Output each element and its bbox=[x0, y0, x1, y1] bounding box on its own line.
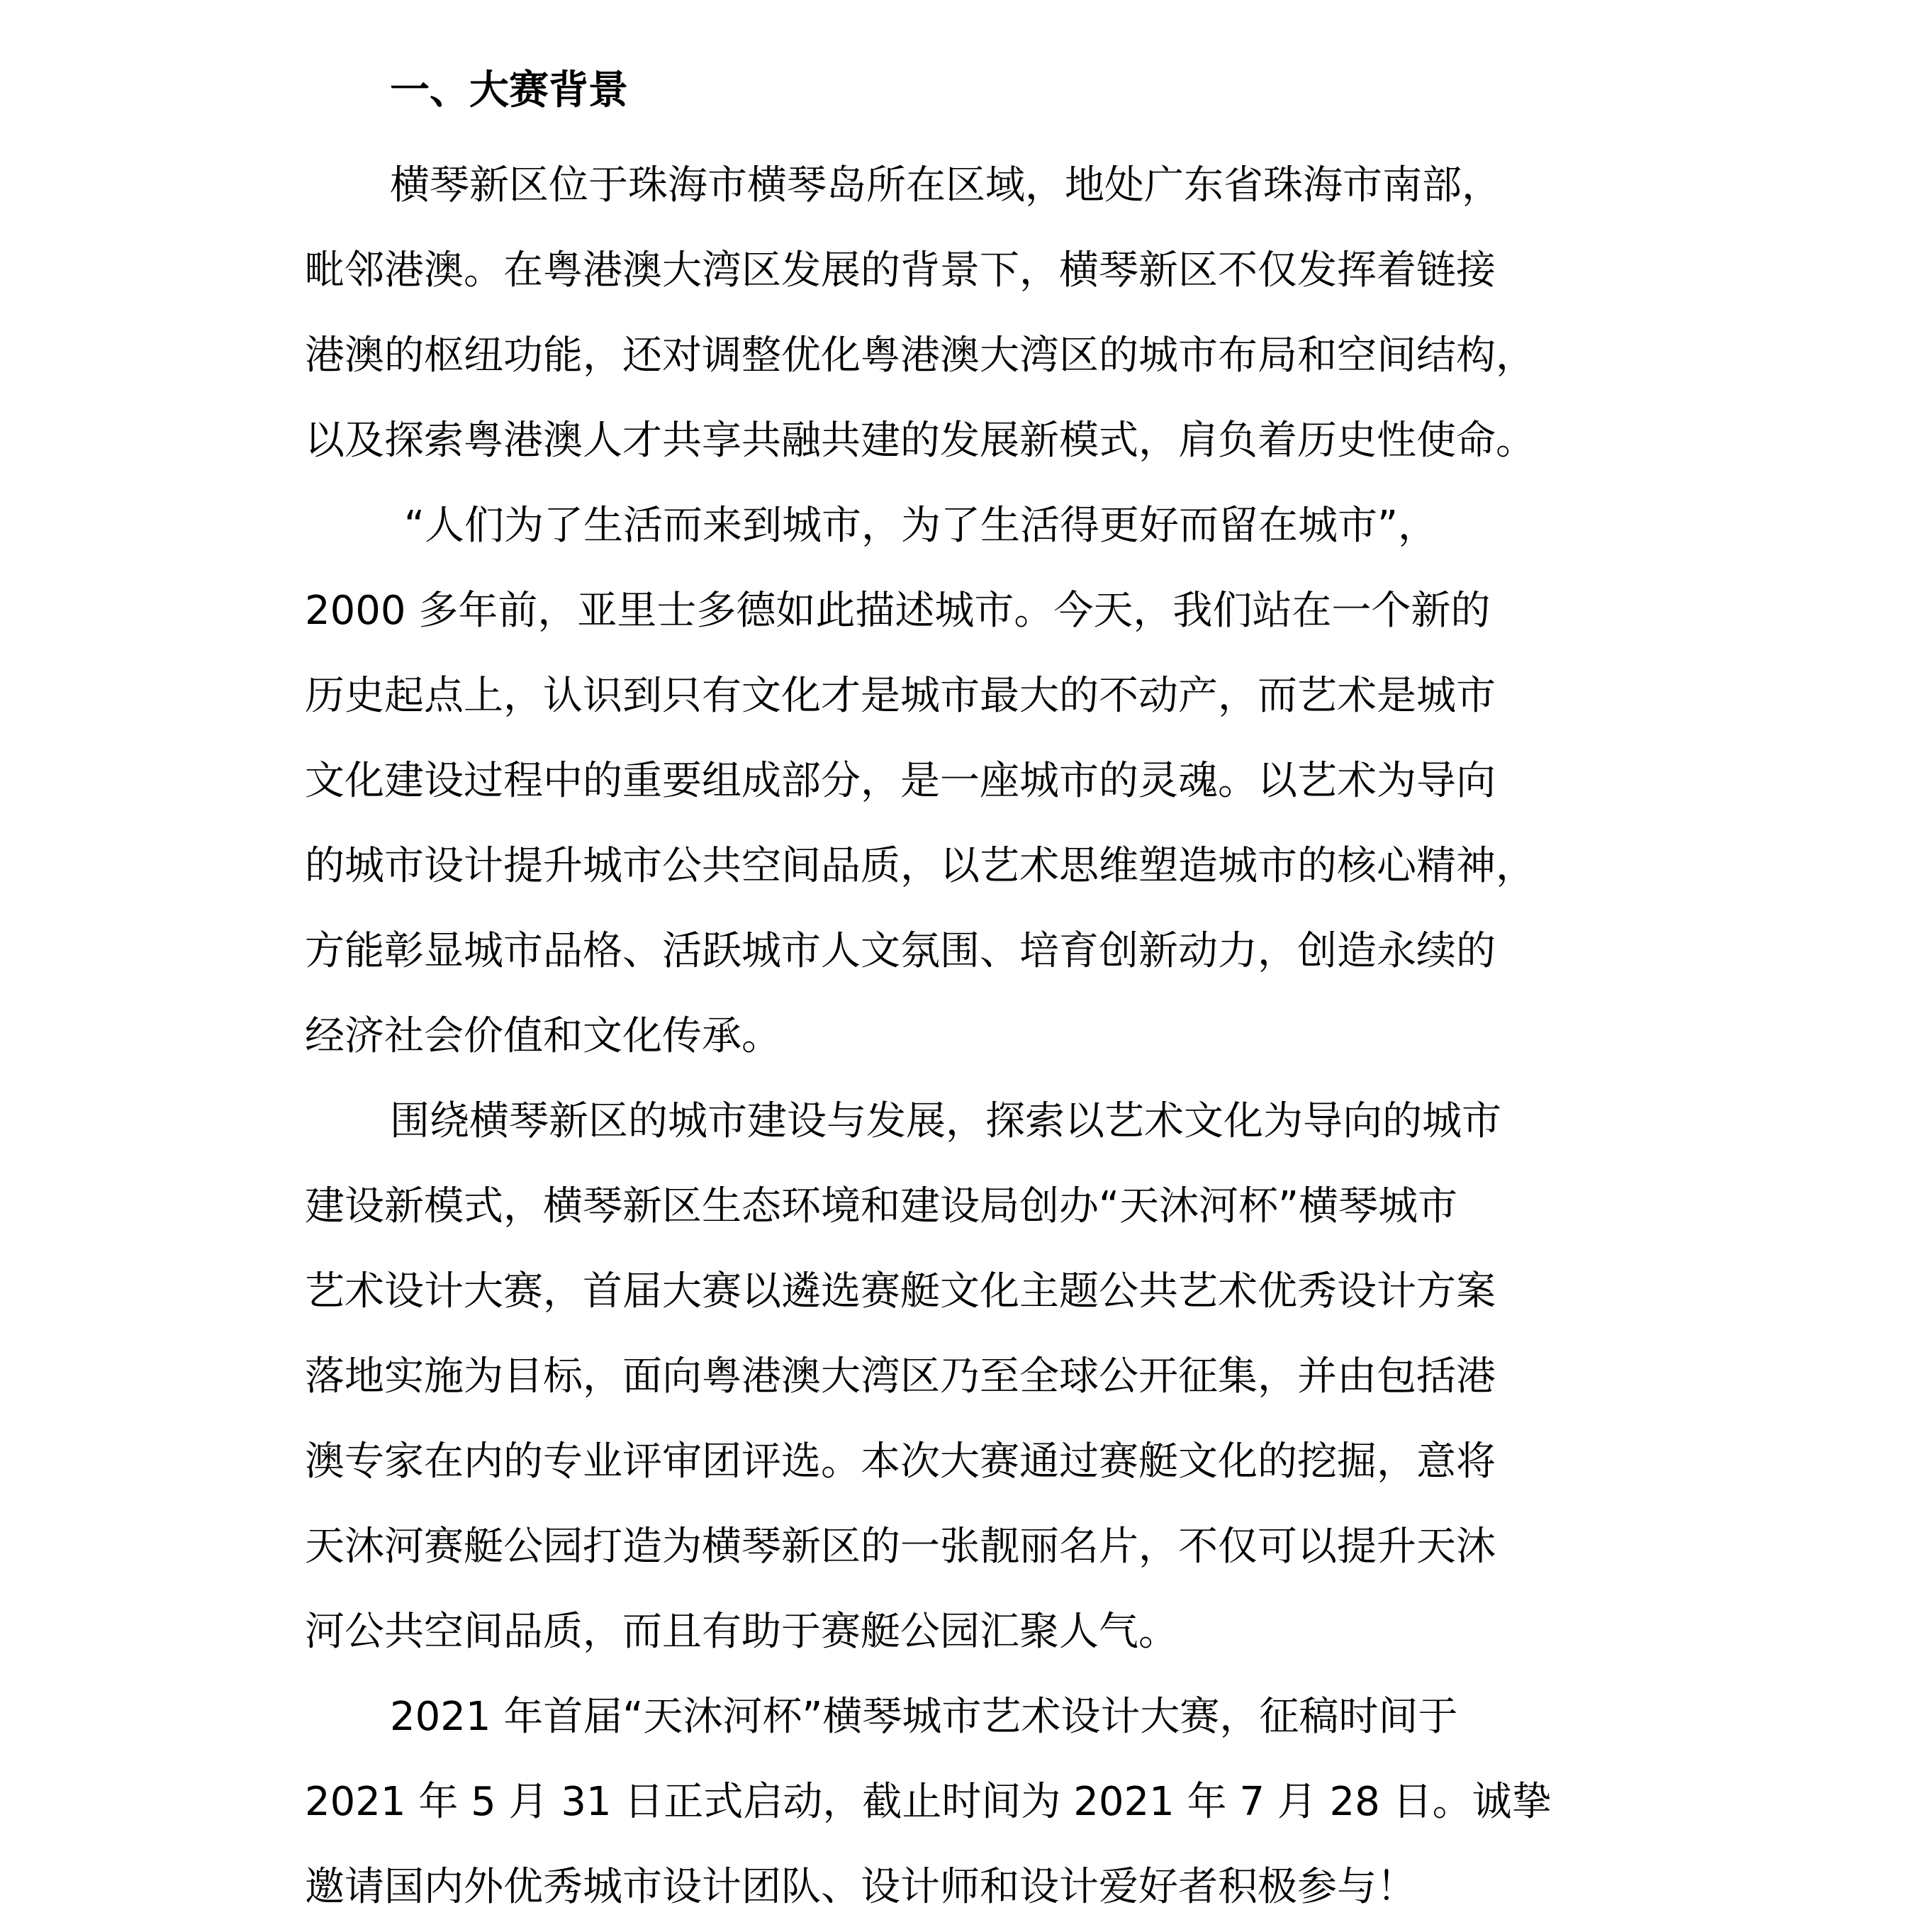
text-line: 艺术设计大赛，首届大赛以遴选赛艇文化主题公共艺术优秀设计方案 bbox=[305, 1268, 1496, 1314]
text-line: 天沐河赛艇公园打造为横琴新区的一张靓丽名片，不仅可以提升天沐 bbox=[305, 1524, 1496, 1570]
text-line: 历史起点上，认识到只有文化才是城市最大的不动产，而艺术是城市 bbox=[305, 673, 1496, 719]
text-line: 文化建设过程中的重要组成部分，是一座城市的灵魂。以艺术为导向 bbox=[305, 758, 1496, 804]
section-heading: 一、大赛背景 bbox=[390, 67, 628, 113]
text-line: 建设新模式，横琴新区生态环境和建设局创办“天沐河杯”横琴城市 bbox=[305, 1183, 1458, 1229]
document-page bbox=[305, 62, 1602, 1930]
text-line: 2021 年 5 月 31 日正式启动，截止时间为 2021 年 7 月 28 日。诚挚 bbox=[305, 1779, 1552, 1825]
text-line: 河公共空间品质，而且有助于赛艇公园汇聚人气。 bbox=[305, 1609, 1178, 1655]
text-line: 围绕横琴新区的城市建设与发展，探索以艺术文化为导向的城市 bbox=[390, 1098, 1501, 1144]
text-line: 2000 多年前，亚里士多德如此描述城市。今天，我们站在一个新的 bbox=[305, 588, 1491, 634]
text-line: 澳专家在内的专业评审团评选。本次大赛通过赛艇文化的挖掘，意将 bbox=[305, 1439, 1496, 1485]
paragraph-quote bbox=[305, 484, 1602, 1079]
text-line: 横琴新区位于珠海市横琴岛所在区域，地处广东省珠海市南部， bbox=[390, 162, 1501, 208]
text-line: “人们为了生活而来到城市，为了生活得更好而留在城市”， bbox=[404, 503, 1438, 549]
text-line: 2021 年首届“天沐河杯”横琴城市艺术设计大赛，征稿时间于 bbox=[390, 1694, 1458, 1740]
text-line: 以及探索粤港澳人才共享共融共建的发展新模式，肩负着历史性使命。 bbox=[305, 418, 1535, 464]
text-line: 的城市设计提升城市公共空间品质，以艺术思维塑造城市的核心精神， bbox=[305, 843, 1535, 889]
text-line: 港澳的枢纽功能，还对调整优化粤港澳大湾区的城市布局和空间结构， bbox=[305, 333, 1535, 379]
paragraph-schedule bbox=[305, 1675, 1602, 1930]
text-line: 经济社会价值和文化传承。 bbox=[305, 1013, 781, 1059]
text-line: 邀请国内外优秀城市设计团队、设计师和设计爱好者积极参与！ bbox=[305, 1864, 1416, 1910]
paragraph-competition bbox=[305, 1079, 1602, 1675]
text-line: 方能彰显城市品格、活跃城市人文氛围、培育创新动力，创造永续的 bbox=[305, 928, 1496, 974]
paragraph-background bbox=[305, 143, 1602, 484]
text-line: 毗邻港澳。在粤港澳大湾区发展的背景下，横琴新区不仅发挥着链接 bbox=[305, 247, 1496, 294]
text-line: 落地实施为目标，面向粤港澳大湾区乃至全球公开征集，并由包括港 bbox=[305, 1353, 1496, 1400]
